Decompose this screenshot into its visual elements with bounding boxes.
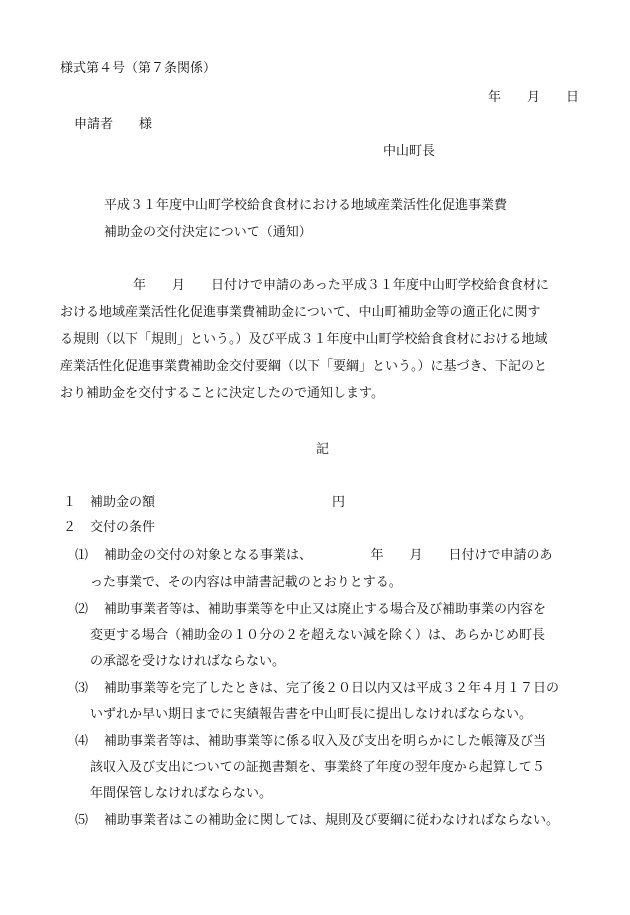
condition-2-number: ⑵ [75, 602, 89, 617]
body-line-1: 年 月 日付けで申請のあった平成３１年度中山町学校給食食材に [133, 278, 549, 293]
applicant-line: 申請者 様 [74, 117, 153, 132]
title-line-1: 平成３１年度中山町学校給食食材における地域産業活性化促進事業費 [104, 198, 508, 213]
title-line-2: 補助金の交付決定について（通知） [104, 225, 312, 240]
condition-1-line-1: 補助金の交付の対象となる事業は、 年 月 日付けで申請のあ [104, 548, 553, 563]
condition-5-number: ⑸ [75, 813, 89, 828]
ki-heading: 記 [316, 442, 330, 457]
condition-4-line-1: 補助事業者等は、補助事業等に係る収入及び支出を明らかにした帳簿及び当 [104, 734, 547, 749]
condition-1-number: ⑴ [75, 548, 89, 563]
condition-3-line-2: いずれか早い期日までに実績報告書を中山町長に提出しなければならない。 [90, 707, 533, 722]
item-1-label: 補助金の額 [90, 495, 156, 510]
condition-4-number: ⑷ [75, 734, 89, 749]
condition-3-number: ⑶ [75, 681, 89, 696]
condition-2-line-2: 変更する場合（補助金の１０分の２を超えない減を除く）は、あらかじめ町長 [90, 628, 546, 643]
condition-5-line-1: 補助事業者はこの補助金に関しては、規則及び要綱に従わなければならない。 [104, 813, 560, 828]
condition-4-line-3: 年間保管しなければならない。 [90, 786, 273, 801]
condition-3-line-1: 補助事業等を完了したときは、完了後２０日以内又は平成３２年４月１７日の [104, 681, 560, 696]
date-line: 年 月 日 [488, 90, 580, 105]
item-2-label: 交付の条件 [90, 520, 156, 535]
condition-2-line-1: 補助事業者等は、補助事業等を中止又は廃止する場合及び補助事業の内容を [104, 602, 547, 617]
body-line-5: おり補助金を交付することに決定したので通知します。 [60, 386, 384, 401]
item-2-number: ２ [63, 520, 77, 535]
item-1-unit: 円 [332, 495, 346, 510]
condition-2-line-3: の承認を受けなければならない。 [90, 654, 286, 669]
form-number: 様式第４号（第７条関係） [60, 61, 217, 76]
item-1-number: １ [63, 495, 77, 510]
body-line-2: おける地域産業活性化促進事業費補助金について、中山町補助金等の適正化に関す [60, 305, 541, 320]
condition-1-line-2: った事業で、その内容は申請書記載のとおりとする。 [90, 575, 402, 590]
body-line-4: 産業活性化促進事業費補助金交付要綱（以下「要綱」という。）に基づき、下記のと [60, 359, 547, 374]
body-line-3: る規則（以下「規則」という。）及び平成３１年度中山町学校給食食材における地域 [60, 332, 548, 347]
issuer-name: 中山町長 [383, 144, 436, 159]
condition-4-line-2: 該収入及び支出についての証拠書類を、事業終了年度の翌年度から起算して５ [90, 760, 545, 775]
